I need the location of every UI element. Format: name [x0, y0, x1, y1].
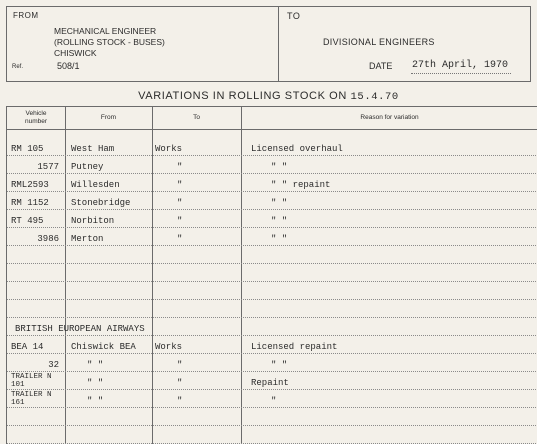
cell-from: Willesden: [71, 180, 120, 190]
col-divider: [65, 107, 66, 444]
title-date: 15.4.70: [350, 91, 399, 103]
cell-to: ": [177, 234, 183, 244]
cell-from: West Ham: [71, 144, 115, 154]
cell-to: ": [177, 216, 183, 226]
cell-vehicle: TRAILER N 161: [11, 391, 52, 407]
cell-vehicle: TRAILER N 101: [11, 373, 52, 389]
cell-from: " ": [87, 378, 104, 388]
row-rule: [7, 245, 537, 246]
cell-to: ": [177, 378, 183, 388]
row-rule: [7, 371, 537, 372]
row-rule: [7, 389, 537, 390]
date-label: DATE: [369, 61, 393, 71]
row-rule: [7, 299, 537, 300]
cell-reason: " ": [271, 198, 288, 208]
from-label: FROM: [13, 11, 39, 20]
row-rule: [7, 281, 537, 282]
cell-to: ": [177, 360, 183, 370]
cell-to: ": [177, 162, 183, 172]
row-rule: [7, 353, 537, 354]
col-head-vehicle-1: Vehicle: [25, 110, 47, 117]
cell-reason: " ": [271, 234, 288, 244]
ref-value: 508/1: [57, 61, 80, 71]
page-title: [0, 90, 537, 103]
title-text: VARIATIONS IN ROLLING STOCK ON: [138, 90, 347, 102]
cell-from: Chiswick BEA: [71, 342, 136, 352]
col-head-to: To: [193, 114, 200, 121]
ref-label: Ref.: [12, 64, 24, 70]
cell-from: Stonebridge: [71, 198, 131, 208]
cell-from: Norbiton: [71, 216, 115, 226]
cell-vehicle: BEA 14: [11, 342, 44, 352]
row-rule: [7, 209, 537, 210]
from-line-3: CHISWICK: [54, 48, 97, 58]
col-divider: [152, 107, 153, 444]
header-rule: [7, 129, 537, 130]
from-line-1: MECHANICAL ENGINEER: [54, 26, 157, 36]
cell-reason: " ": [271, 360, 288, 370]
col-head-vehicle-2: number: [24, 118, 48, 125]
cell-vehicle: 1577: [37, 162, 59, 172]
row-rule: [7, 335, 537, 336]
header-box: [6, 6, 531, 82]
row-rule: [7, 263, 537, 264]
cell-reason: Licensed repaint: [251, 342, 338, 352]
cell-vehicle: 3986: [37, 234, 59, 244]
date-underline: [411, 73, 511, 74]
cell-to: ": [177, 180, 183, 190]
col-divider: [241, 107, 242, 444]
cell-to: Works: [155, 144, 183, 154]
col-head-reason: Reason for variation: [360, 114, 419, 121]
row-rule: [7, 425, 537, 426]
cell-from: " ": [87, 396, 104, 406]
date-value: 27th April, 1970: [412, 60, 509, 71]
cell-reason: Repaint: [251, 378, 289, 388]
cell-vehicle: 32: [48, 360, 59, 370]
row-rule: [7, 191, 537, 192]
cell-vehicle: RT 495: [11, 216, 44, 226]
row-rule: [7, 227, 537, 228]
row-rule: [7, 317, 537, 318]
row-rule: [7, 155, 537, 156]
cell-reason: " ": [271, 162, 288, 172]
cell-reason: ": [271, 396, 277, 406]
cell-vehicle: RM 1152: [11, 198, 49, 208]
cell-vehicle: BRITISH EUROPEAN AIRWAYS: [15, 324, 145, 334]
row-rule: [7, 173, 537, 174]
cell-to: ": [177, 198, 183, 208]
cell-from: " ": [87, 360, 104, 370]
cell-reason: " ": [271, 216, 288, 226]
cell-vehicle: RM 105: [11, 144, 44, 154]
cell-to: ": [177, 396, 183, 406]
to-label: TO: [287, 11, 301, 21]
from-address: [54, 26, 165, 59]
cell-vehicle: RML2593: [11, 180, 49, 190]
cell-from: Putney: [71, 162, 104, 172]
from-line-2: (ROLLING STOCK - BUSES): [54, 37, 165, 47]
variations-table: [6, 106, 537, 444]
cell-from: Merton: [71, 234, 104, 244]
cell-to: Works: [155, 342, 183, 352]
col-head-vehicle: [7, 110, 65, 126]
to-value: DIVISIONAL ENGINEERS: [323, 37, 435, 47]
col-head-from: From: [100, 114, 117, 121]
cell-reason: " " repaint: [271, 180, 331, 190]
cell-reason: Licensed overhaul: [251, 144, 343, 154]
header-divider: [278, 7, 279, 81]
row-rule: [7, 407, 537, 408]
